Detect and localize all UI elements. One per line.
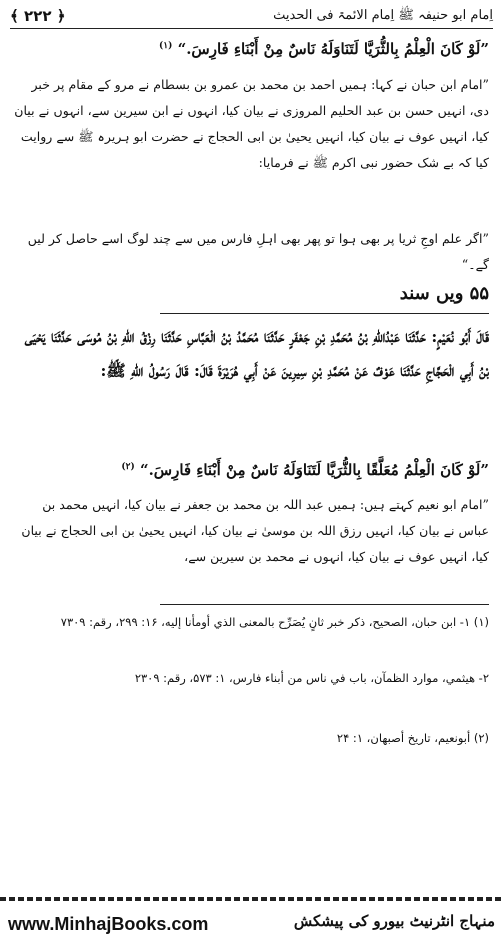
section-underline <box>160 313 489 314</box>
urdu-translation-chain-2: ”امام ابو نعیم کہتے ہیں: ہمیں عبد اللہ بن محمد بن جعفر نے بیان کیا، انہیں محمد بن عباس نے بیان کیا، انہیں رزق اللہ بن موسیٰ نے بیان کیا، انہیں یحییٰ بن ابی الحجاج نے بیان کیا، انہیں عوف نے بیان کیا، انہوں نے محمد بن سیرین سے، <box>21 497 489 564</box>
urdu-translation-hadith-1: ”اگر علم اوجِ ثریا پر بھی ہوا تو پھر بھی اہلِ فارس میں سے چند لوگ اسے حاصل کر لیں گے۔“ <box>27 231 489 272</box>
urdu-translation-chain-1: ”امام ابن حبان نے کہا: ہمیں احمد بن محمد بن عمرو بن بسطام نے مرو کے مقام پر خبر دی، انہیں حسن بن عبد الحلیم المروزی نے بیان کیا، انہوں نے ابن سیرین سے، انہوں نے بیان کیا، انہیں عوف نے بیان کیا، انہیں یحییٰ بن ابی الحجاج نے حضرت ابو ہریرہ ﷺ سے روایت کیا کہ بے شک حضور نبی اکرم ﷺ نے فرمایا: <box>14 77 489 170</box>
hadith-arabic-2 <box>14 455 489 482</box>
hadith-arabic-1-text: ”لَوْ كَانَ الْعِلْمُ بِالثُّرَيَّا لَتَنَاوَلَهُ نَاسٌ مِنْ أَبْنَاءِ فَارِسَ.“ <box>177 40 489 58</box>
hadith-arabic-2-text: ”لَوْ كَانَ الْعِلْمُ مُعَلَّقًا بِالثُّرَيَّا لَتَنَاوَلَهُ نَاسٌ مِنْ أَبْنَاءِ فَارِسَ.“ <box>139 461 489 479</box>
page-header <box>10 6 493 28</box>
isnad-arabic: قَالَ أَبُو نُعَيْمٍ: حَدَّثَنَا عَبْدُاللهِ بْنُ مُحَمَّدِ بْنِ جَعْفَرٍ حَدَّثَنَا مُحَمَّدُ بْنُ الْعَبَّاسِ حَدَّثَنَا رِزْقُ اللهِ بْنُ مُوسَى حَدَّثَنَا يَحْيَى بْنُ أَبِي الْحَجَّاجِ حَدَّثَنَا عَوْفٌ عَنْ مُحَمَّدِ بْنِ سِيرِينَ عَنْ أَبِي هُرَيْرَةَ قَالَ: قَالَ رَسُولُ اللهِ ﷺ: <box>24 327 489 380</box>
section-title: ۵۵ ویں سند <box>399 283 489 304</box>
footnote-ref-2: (۲) <box>121 462 135 472</box>
hadith-arabic-1 <box>14 34 489 61</box>
footnote-ref-1: (۱) <box>158 41 173 51</box>
footer-divider <box>0 897 503 901</box>
footnote-2: (۲) أبونعيم، تاريخ أصبهان، ۱: ۲۴ <box>336 731 489 745</box>
running-title: اِمام ابو حنیفہ ﷺ اِمام الائمۃ فی الحدیث <box>273 8 493 23</box>
footnote-1a: (۱) ۱- ابن حبان، الصحيح، ذكر خبر ثانٍ يُصَرِّح بالمعنى الذي أومأنا إليه، ۱۶: ۲۹۹، رقم: ۷۳۰۹ <box>60 615 489 629</box>
header-divider <box>10 28 493 29</box>
footnote-divider <box>160 604 489 605</box>
page-footer <box>8 906 495 940</box>
footnote-1b: ۲- هيثمي، موارد الظمآن، باب في ناس من أبناء فارس، ۱: ۵۷۳، رقم: ۲۳۰۹ <box>134 671 489 685</box>
page-number: ﴾ ۲۲۲ ﴿ <box>10 7 66 25</box>
website-link[interactable]: www.MinhajBooks.com <box>8 914 209 934</box>
publisher-credit: منہاج انٹرنیٹ بیورو کی پیشکش <box>293 912 495 930</box>
